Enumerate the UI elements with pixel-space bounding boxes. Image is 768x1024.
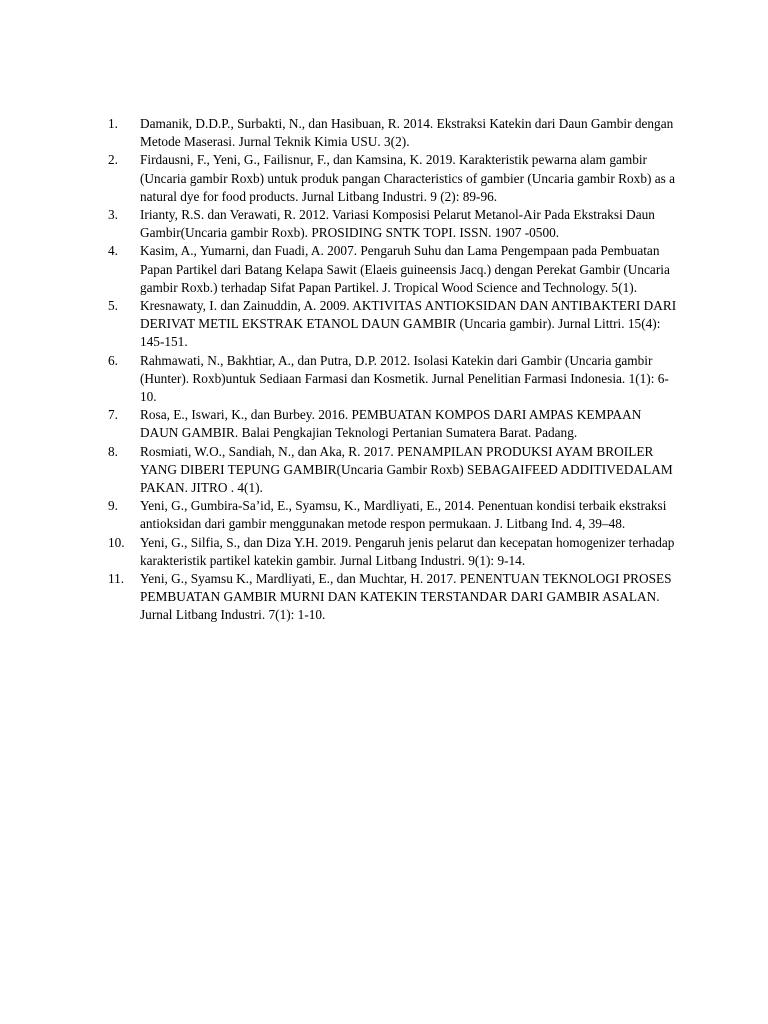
reference-number: 2. xyxy=(108,152,118,168)
reference-number: 10. xyxy=(108,534,125,550)
reference-item-3 xyxy=(108,206,683,242)
reference-item-1 xyxy=(108,115,683,151)
reference-text: Yeni, G., Gumbira-Sa’id, E., Syamsu, K., Mardliyati, E., 2014. Penentuan kondisi terbaik ekstraksi antioksidan dari gambir menggunakan metode respon permukaan. J. Litbang Ind. 4, 39–48. xyxy=(140,498,667,532)
reference-text: Rosmiati, W.O., Sandiah, N., dan Aka, R. 2017. PENAMPILAN PRODUKSI AYAM BROILER YANG DIBERI TEPUNG GAMBIR(Uncaria Gambir Roxb) SEBAGAIFEED ADDITIVEDALAM PAKAN. JITRO . 4(1). xyxy=(140,443,673,496)
reference-text: Kasim, A., Yumarni, dan Fuadi, A. 2007. Pengaruh Suhu dan Lama Pengempaan pada Pembuatan Papan Partikel dari Batang Kelapa Sawit (Elaeis guineensis Jacq.) dengan Perekat Gambir (Uncaria gambir Roxb.) terhadap Sifat Papan Partikel. J. Tropical Wood Science and Technology. 5(1). xyxy=(140,243,670,295)
reference-item-7 xyxy=(108,406,683,442)
reference-number: 1. xyxy=(108,116,118,131)
reference-text: Rosa, E., Iswari, K., dan Burbey. 2016. PEMBUATAN KOMPOS DARI AMPAS KEMPAAN DAUN GAMBIR. Balai Pengkajian Teknologi Pertanian Sumatera Barat. Padang. xyxy=(140,407,642,441)
reference-number: 8. xyxy=(108,443,118,459)
reference-list xyxy=(108,115,683,625)
reference-text: Irianty, R.S. dan Verawati, R. 2012. Variasi Komposisi Pelarut Metanol-Air Pada Ekstraksi Daun Gambir(Uncaria gambir Roxb). PROSIDING SNTK TOPI. ISSN. 1907 -0500. xyxy=(140,207,655,241)
reference-item-8 xyxy=(108,443,683,498)
reference-text: Rahmawati, N., Bakhtiar, A., dan Putra, D.P. 2012. Isolasi Katekin dari Gambir (Uncaria gambir (Hunter). Roxb)untuk Sediaan Farmasi dan Kosmetik. Jurnal Penelitian Farmasi Indonesia. 1(1): 6-10. xyxy=(140,352,669,405)
reference-item-2 xyxy=(108,151,683,206)
reference-item-10 xyxy=(108,534,683,570)
reference-item-6 xyxy=(108,352,683,407)
reference-item-4 xyxy=(108,242,683,297)
reference-number: 11. xyxy=(108,571,125,587)
reference-item-11 xyxy=(108,570,683,625)
reference-text: Firdausni, F., Yeni, G., Failisnur, F., dan Kamsina, K. 2019. Karakteristik pewarna alam gambir (Uncaria gambir Roxb) untuk produk pangan Characteristics of gambier (Uncaria gambir Roxb) as a natural dye for food products. Jurnal Litbang Industri. 9 (2): 89-96. xyxy=(140,152,676,204)
reference-text: Yeni, G., Syamsu K., Mardliyati, E., dan Muchtar, H. 2017. PENENTUAN TEKNOLOGI PROSES PEMBUATAN GAMBIR MURNI DAN KATEKIN TERSTANDAR DARI GAMBIR ASALAN. Jurnal Litbang Industri. 7(1): 1-10. xyxy=(140,571,672,623)
reference-item-5 xyxy=(108,297,683,352)
reference-text: Yeni, G., Silfia, S., dan Diza Y.H. 2019. Pengaruh jenis pelarut dan kecepatan homogenizer terhadap karakteristik partikel katekin gambir. Jurnal Litbang Industri. 9(1): 9-14. xyxy=(140,534,675,568)
reference-number: 3. xyxy=(108,207,118,223)
reference-number: 9. xyxy=(108,498,118,514)
reference-number: 5. xyxy=(108,298,118,314)
reference-text: Damanik, D.D.P., Surbakti, N., dan Hasibuan, R. 2014. Ekstraksi Katekin dari Daun Gambir dengan Metode Maserasi. Jurnal Teknik Kimia USU. 3(2). xyxy=(140,116,674,150)
reference-number: 6. xyxy=(108,352,118,368)
reference-text: Kresnawaty, I. dan Zainuddin, A. 2009. AKTIVITAS ANTIOKSIDAN DAN ANTIBAKTERI DARI DERIVAT METIL EKSTRAK ETANOL DAUN GAMBIR (Uncaria gambir). Jurnal Littri. 15(4): 145-151. xyxy=(140,298,677,350)
reference-item-9 xyxy=(108,497,683,533)
reference-number: 4. xyxy=(108,243,118,259)
reference-number: 7. xyxy=(108,407,118,423)
